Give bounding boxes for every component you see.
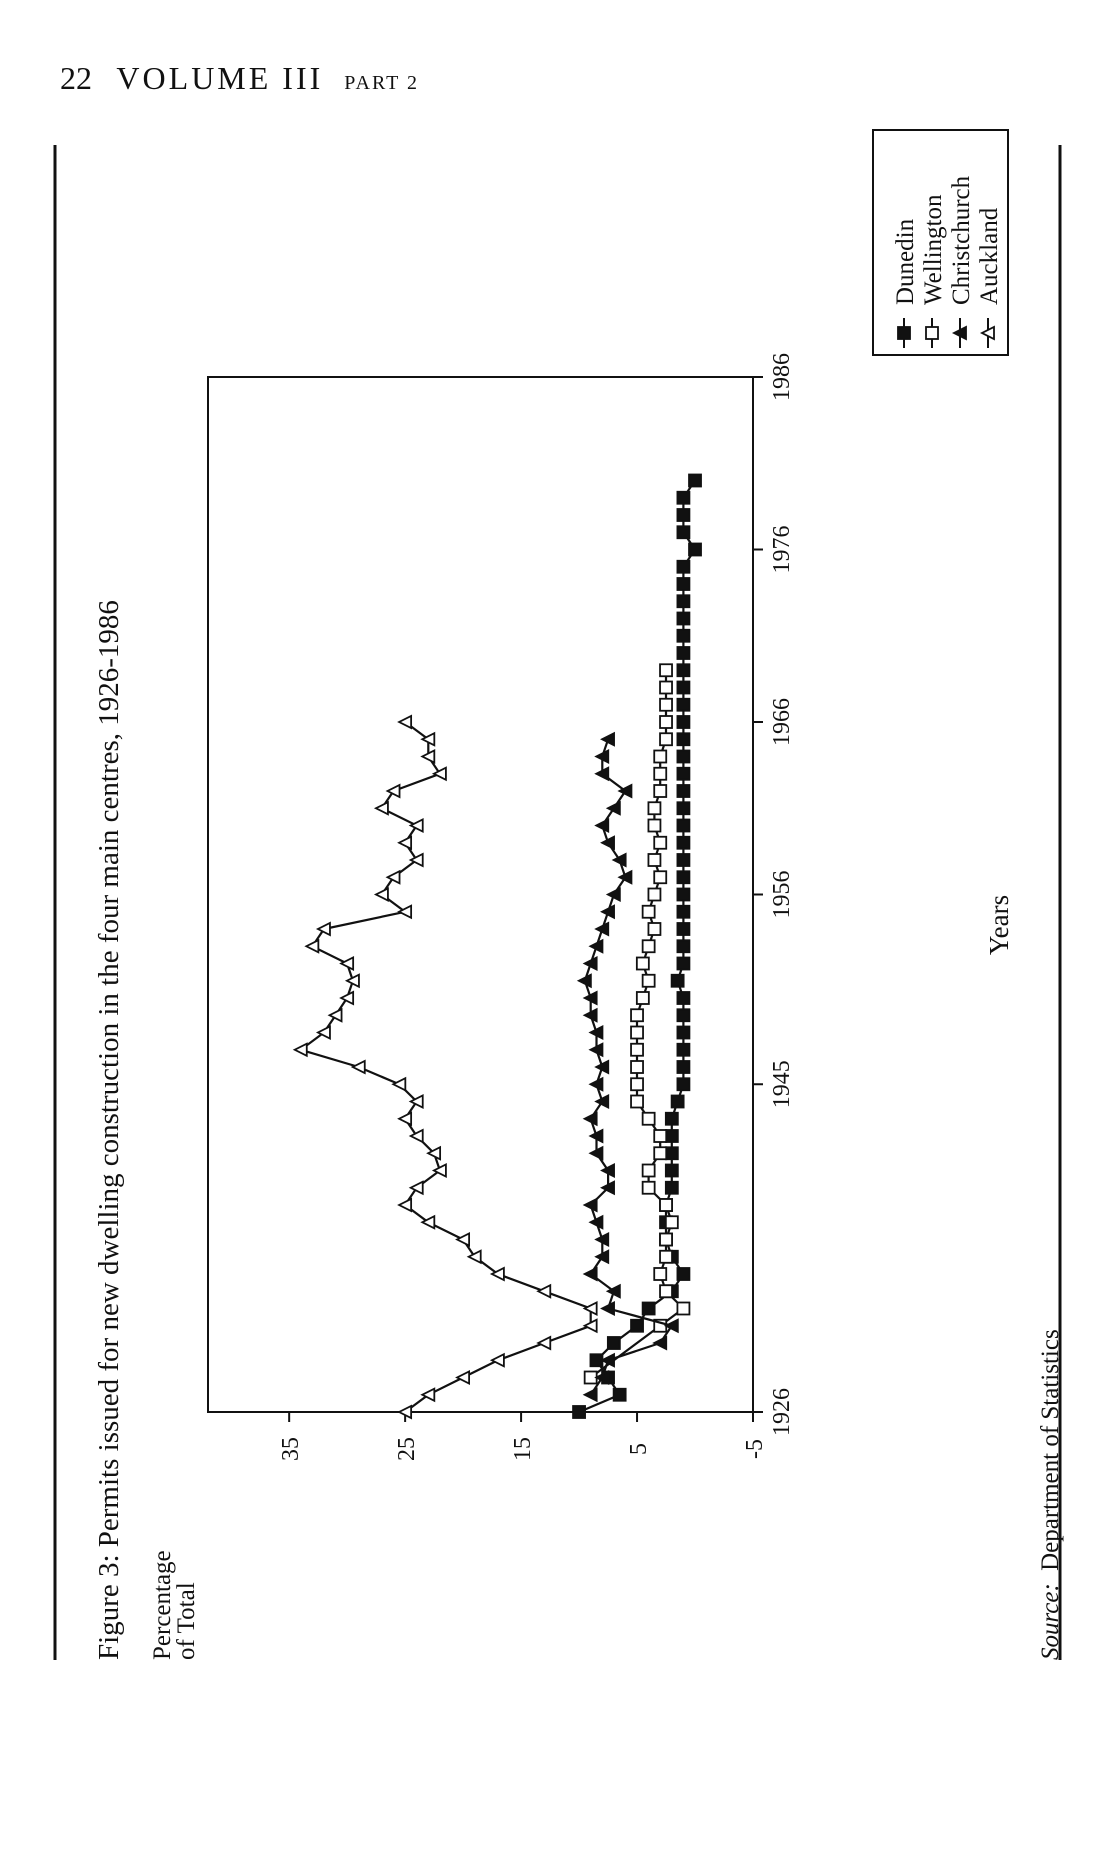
data-point-dunedin	[631, 1320, 643, 1332]
data-point-dunedin	[677, 1044, 689, 1056]
data-point-christchurch	[608, 889, 620, 901]
data-point-wellington	[660, 664, 672, 676]
data-point-auckland	[341, 958, 353, 970]
data-point-dunedin	[672, 975, 684, 987]
data-point-wellington	[631, 1044, 643, 1056]
data-point-dunedin	[677, 526, 689, 538]
data-point-auckland	[411, 1182, 423, 1194]
data-point-wellington	[631, 1009, 643, 1021]
y-axis-title-line-1: Percentage	[149, 1550, 176, 1660]
data-point-dunedin	[677, 630, 689, 642]
data-point-wellington	[660, 1234, 672, 1246]
data-point-auckland	[347, 975, 359, 987]
data-point-dunedin	[677, 785, 689, 797]
data-point-auckland	[388, 785, 400, 797]
data-point-christchurch	[590, 940, 602, 952]
x-tick-label-text: 1956	[769, 870, 795, 919]
data-point-auckland	[341, 992, 353, 1004]
data-point-auckland	[434, 768, 446, 780]
y-axis-title-line-2: of Total	[173, 1582, 200, 1660]
data-point-wellington	[654, 871, 666, 883]
data-point-wellington	[660, 682, 672, 694]
data-point-auckland	[318, 923, 330, 935]
data-point-dunedin	[677, 992, 689, 1004]
data-point-christchurch	[579, 975, 591, 987]
x-tick-label-text: 1976	[769, 525, 795, 574]
part-label: PART 2	[344, 72, 419, 94]
data-point-wellington	[631, 1078, 643, 1090]
data-point-auckland	[399, 1113, 411, 1125]
page-number: 22	[60, 60, 92, 96]
source-label: Source:	[1037, 1583, 1064, 1660]
legend-label-text: Dunedin	[892, 218, 919, 305]
svg-text:Source: Department of St	[1037, 1329, 1064, 1660]
legend-label-text: Christchurch	[948, 175, 975, 305]
data-point-dunedin	[677, 1061, 689, 1073]
data-point-auckland	[411, 1130, 423, 1142]
data-point-wellington	[643, 1113, 655, 1125]
x-tick-label-text: 1966	[769, 698, 795, 746]
y-tick-label-text: 15	[510, 1437, 537, 1461]
data-point-wellington	[660, 699, 672, 711]
data-point-wellington	[643, 940, 655, 952]
data-point-christchurch	[596, 923, 608, 935]
y-tick-label-text: -5	[742, 1439, 768, 1459]
data-point-wellington	[654, 837, 666, 849]
data-point-dunedin	[666, 1113, 678, 1125]
x-tick-label	[769, 353, 795, 401]
legend-label-text: Auckland	[976, 207, 1003, 305]
legend-label-christchurch	[948, 175, 975, 305]
data-point-wellington	[643, 975, 655, 987]
data-point-dunedin	[689, 544, 701, 556]
y-tick-label	[394, 1437, 420, 1461]
data-point-wellington	[643, 1182, 655, 1194]
data-point-wellington	[637, 958, 649, 970]
data-point-christchurch	[585, 1199, 597, 1211]
data-point-dunedin	[677, 923, 689, 935]
data-point-dunedin	[677, 958, 689, 970]
data-point-wellington	[631, 1096, 643, 1108]
y-tick-label	[742, 1439, 768, 1459]
data-point-auckland	[376, 802, 388, 814]
data-point-wellington	[648, 923, 660, 935]
data-point-christchurch	[585, 1268, 597, 1280]
x-tick-label	[769, 1060, 795, 1108]
data-point-wellington	[660, 733, 672, 745]
data-point-auckland	[295, 1044, 307, 1056]
data-point-dunedin	[677, 906, 689, 918]
data-point-dunedin	[677, 940, 689, 952]
series-christchurch	[579, 733, 678, 1401]
data-point-dunedin	[677, 768, 689, 780]
data-point-wellington	[654, 785, 666, 797]
data-point-dunedin	[677, 802, 689, 814]
data-point-christchurch	[590, 1216, 602, 1228]
x-tick-label	[769, 698, 795, 746]
data-point-dunedin	[677, 751, 689, 763]
volume-title: VOLUME III	[116, 60, 324, 96]
data-point-dunedin	[677, 889, 689, 901]
x-tick-label-text: 1945	[769, 1060, 795, 1109]
source-note	[1037, 1329, 1064, 1660]
data-point-christchurch	[590, 1078, 602, 1090]
data-point-christchurch	[614, 854, 626, 866]
data-point-auckland	[376, 889, 388, 901]
data-point-dunedin	[677, 682, 689, 694]
data-point-dunedin	[677, 1268, 689, 1280]
data-point-auckland	[538, 1337, 550, 1349]
data-point-christchurch	[596, 1061, 608, 1073]
data-point-dunedin	[666, 1165, 678, 1177]
data-point-auckland	[399, 837, 411, 849]
y-tick-label-text: 5	[626, 1443, 653, 1455]
data-point-dunedin	[677, 595, 689, 607]
data-point-wellington	[666, 1216, 678, 1228]
x-tick-label	[769, 871, 795, 919]
data-point-christchurch	[585, 1113, 597, 1125]
data-point-wellington	[643, 906, 655, 918]
x-tick-label	[769, 1388, 795, 1436]
y-tick-label	[278, 1437, 304, 1461]
data-point-auckland	[469, 1251, 481, 1263]
data-point-dunedin	[677, 699, 689, 711]
data-point-christchurch	[596, 820, 608, 832]
x-tick-label	[769, 526, 795, 574]
data-point-dunedin	[677, 509, 689, 521]
data-point-dunedin	[677, 492, 689, 504]
x-axis	[753, 353, 795, 1436]
legend-label-text: Wellington	[920, 194, 947, 305]
data-point-auckland	[492, 1354, 504, 1366]
data-point-christchurch	[602, 1303, 614, 1315]
data-point-wellington	[660, 1199, 672, 1211]
y-tick-label-text: 35	[278, 1437, 305, 1461]
legend-label-wellington	[920, 194, 947, 305]
data-point-dunedin	[677, 578, 689, 590]
data-point-wellington	[677, 1303, 689, 1315]
y-axis-title	[149, 1550, 200, 1660]
data-point-auckland	[399, 1199, 411, 1211]
figure-caption-group	[93, 600, 125, 1660]
data-point-christchurch	[596, 1096, 608, 1108]
data-point-dunedin	[677, 613, 689, 625]
data-point-dunedin	[677, 1027, 689, 1039]
data-point-wellington	[631, 1027, 643, 1039]
legend-label-dunedin	[892, 218, 919, 305]
data-point-christchurch	[608, 802, 620, 814]
data-point-wellington	[654, 1268, 666, 1280]
data-point-wellington	[654, 751, 666, 763]
data-point-wellington	[643, 1165, 655, 1177]
data-point-dunedin	[608, 1337, 620, 1349]
data-point-wellington	[654, 1147, 666, 1159]
x-axis-title: Years	[984, 894, 1014, 956]
data-point-auckland	[457, 1372, 469, 1384]
data-point-auckland	[393, 1078, 405, 1090]
data-point-wellington	[648, 802, 660, 814]
series-layer	[295, 475, 701, 1419]
data-point-christchurch	[602, 733, 614, 745]
source-text: Department of Statistics	[1037, 1329, 1064, 1571]
data-point-wellington	[631, 1061, 643, 1073]
y-tick-label	[626, 1443, 652, 1455]
data-point-auckland	[399, 716, 411, 728]
data-point-auckland	[306, 940, 318, 952]
data-point-christchurch	[585, 1389, 597, 1401]
data-point-dunedin	[677, 561, 689, 573]
data-point-dunedin	[666, 1182, 678, 1194]
legend	[873, 130, 1008, 355]
series-line-auckland	[301, 722, 591, 1412]
data-point-christchurch	[602, 837, 614, 849]
data-point-wellington	[648, 854, 660, 866]
data-point-wellington	[648, 889, 660, 901]
x-tick-label-text: 1986	[769, 353, 795, 401]
y-tick-label	[510, 1437, 536, 1461]
series-auckland	[295, 716, 597, 1418]
data-point-dunedin	[677, 1009, 689, 1021]
data-point-dunedin	[677, 1078, 689, 1090]
data-point-dunedin	[677, 664, 689, 676]
x-axis-title-group	[984, 895, 1014, 955]
data-point-wellington	[660, 1251, 672, 1263]
data-point-dunedin	[677, 647, 689, 659]
data-point-dunedin	[666, 1130, 678, 1142]
data-point-auckland	[388, 871, 400, 883]
data-point-christchurch	[654, 1337, 666, 1349]
data-point-wellington	[654, 1130, 666, 1142]
data-point-wellington	[648, 820, 660, 832]
data-point-auckland	[411, 820, 423, 832]
data-point-dunedin	[573, 1406, 585, 1418]
data-point-wellington	[660, 716, 672, 728]
legend-marker-dunedin	[898, 327, 910, 339]
legend-marker-wellington	[926, 327, 938, 339]
data-point-auckland	[330, 1009, 342, 1021]
x-tick-label-text: 1926	[769, 1388, 795, 1436]
data-point-dunedin	[666, 1147, 678, 1159]
data-point-dunedin	[677, 854, 689, 866]
legend-label-auckland	[976, 207, 1003, 305]
data-point-christchurch	[619, 871, 631, 883]
data-point-dunedin	[643, 1303, 655, 1315]
data-point-dunedin	[689, 475, 701, 487]
figure-caption: Figure 3: Permits issued for new dwelling construction in the four main centres, 1926-1986	[93, 600, 125, 1660]
y-tick-label-text: 25	[394, 1437, 421, 1461]
data-point-wellington	[660, 1285, 672, 1297]
data-point-wellington	[637, 992, 649, 1004]
data-point-dunedin	[677, 733, 689, 745]
data-point-christchurch	[585, 958, 597, 970]
data-point-auckland	[353, 1061, 365, 1073]
data-point-dunedin	[677, 837, 689, 849]
data-point-auckland	[538, 1285, 550, 1297]
data-point-dunedin	[672, 1096, 684, 1108]
data-point-dunedin	[677, 716, 689, 728]
data-point-christchurch	[602, 906, 614, 918]
data-point-dunedin	[614, 1389, 626, 1401]
data-point-dunedin	[677, 820, 689, 832]
data-point-wellington	[654, 768, 666, 780]
data-point-auckland	[457, 1234, 469, 1246]
data-point-dunedin	[677, 871, 689, 883]
y-axis	[278, 1412, 768, 1461]
